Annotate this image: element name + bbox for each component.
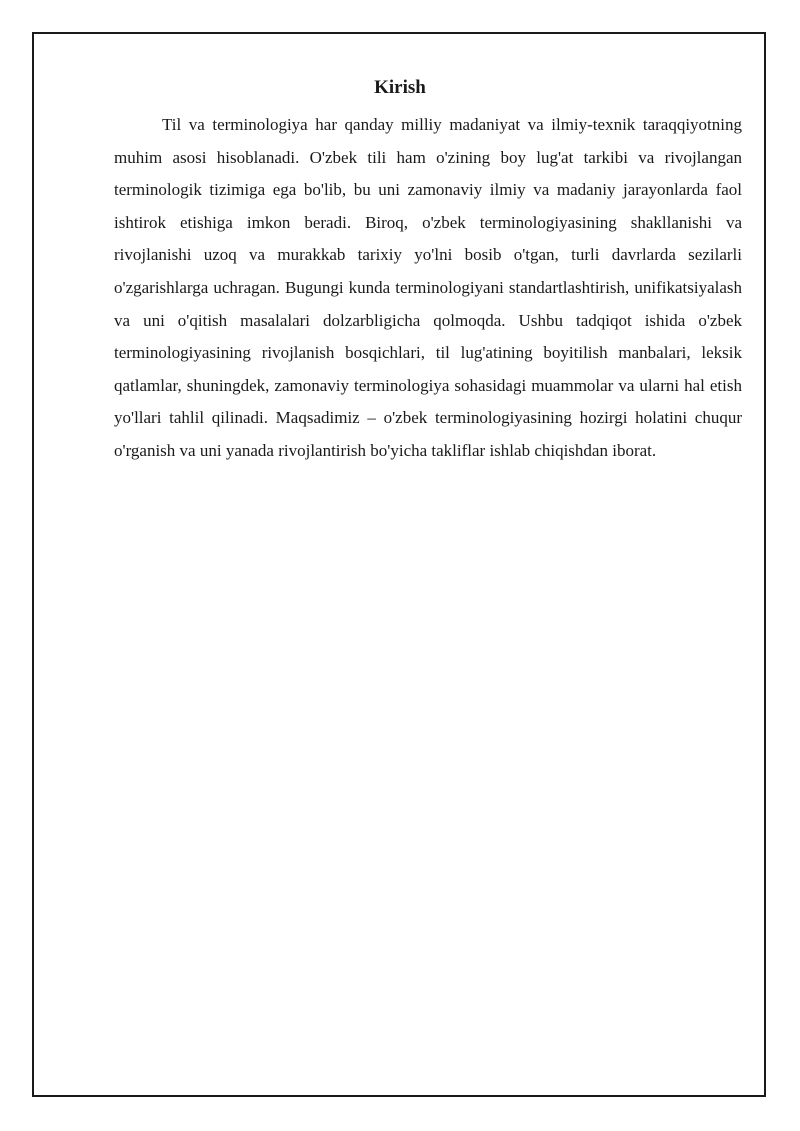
- intro-paragraph: Til va terminologiya har qanday milliy madaniyat va ilmiy-texnik taraqqiyotning muhim asosi hisoblanadi. O'zbek tili ham o'zining boy lug'at tarkibi va rivojlangan terminologik tizimiga ega bo'lib, bu uni zamonaviy ilmiy va madaniy jarayonlarda faol ishtirok etishiga imkon beradi. Biroq, o'zbek terminologiyasining shakllanishi va rivojlanishi uzoq va murakkab tarixiy yo'lni bosib o'tgan, turli davrlarda sezilarli o'zgarishlarga uchragan. Bugungi kunda terminologiyani standartlashtirish, unifikatsiyalash va uni o'qitish masalalari dolzarbligicha qolmoqda. Ushbu tadqiqot ishida o'zbek terminologiyasining rivojlanish bosqichlari, til lug'atining boyitilish manbalari, leksik qatlamlar, shuningdek, zamonaviy terminologiya sohasidagi muammolar va ularni hal etish yo'llari tahlil qilinadi. Maqsadimiz – o'zbek terminologiyasining hozirgi holatini chuqur o'rganish va uni yanada rivojlantirish bo'yicha takliflar ishlab chiqishdan iborat.: [114, 115, 742, 460]
- section-title: Kirish: [374, 77, 426, 98]
